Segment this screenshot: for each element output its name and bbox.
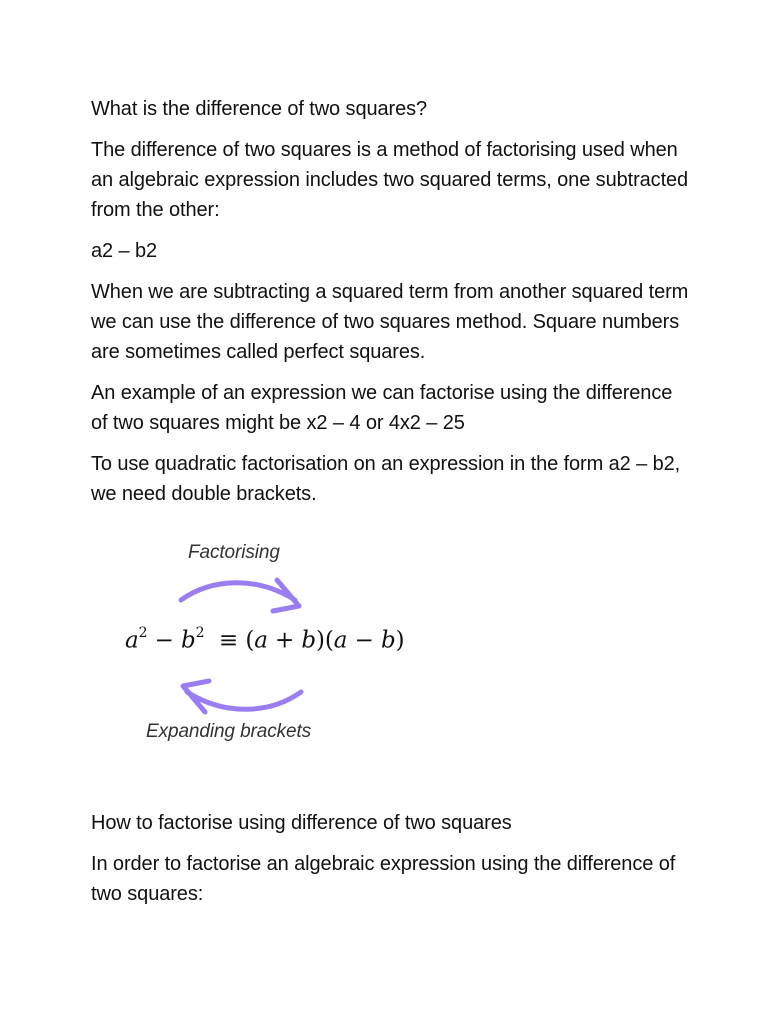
formula-a: a [333, 627, 348, 654]
formula-close: ) [395, 627, 405, 654]
formula-a: a [254, 627, 268, 654]
formula-minus: − [154, 627, 174, 654]
method-paragraph: When we are subtracting a squared term from another squared term we can use the difference of two squares method. Square numbers are sometimes called perfect squares. [91, 281, 689, 363]
formula-minus: − [354, 627, 374, 654]
instructions-paragraph: In order to factorise an algebraic expression using the difference of two squares: [91, 853, 676, 905]
formula-exponent: 2 [138, 625, 148, 641]
document-page [91, 94, 691, 920]
difference-of-squares-formula [125, 620, 405, 656]
formula-open: ( [245, 627, 255, 654]
how-to-heading: How to factorise using difference of two squares [91, 812, 512, 834]
factorising-label: Factorising [188, 542, 280, 563]
formula-exponent: 2 [195, 625, 205, 641]
formula-equiv: ≡ [218, 627, 239, 654]
expanding-brackets-label: Expanding brackets [146, 721, 312, 742]
right-arrow-icon [177, 576, 307, 626]
expression-example: a2 – b2 [91, 240, 158, 262]
formula-plus: + [275, 627, 295, 654]
example-paragraph: An example of an expression we can factorise using the difference of two squares might be x2 – 4 or 4x2 – 25 [91, 382, 673, 434]
formula-mid: )( [316, 627, 334, 654]
formula-b: b [181, 627, 196, 654]
definition-paragraph: The difference of two squares is a method of factorising used when an algebraic expression includes two squared terms, one subtracted from the other: [91, 139, 689, 221]
formula-a: a [125, 627, 139, 654]
formula-b: b [301, 627, 317, 654]
heading-question: What is the difference of two squares? [91, 98, 428, 120]
factorising-diagram [91, 538, 691, 773]
double-brackets-paragraph: To use quadratic factorisation on an expression in the form a2 – b2, we need double brackets. [91, 453, 681, 505]
left-arrow-icon [175, 668, 305, 718]
formula-b: b [381, 627, 396, 654]
